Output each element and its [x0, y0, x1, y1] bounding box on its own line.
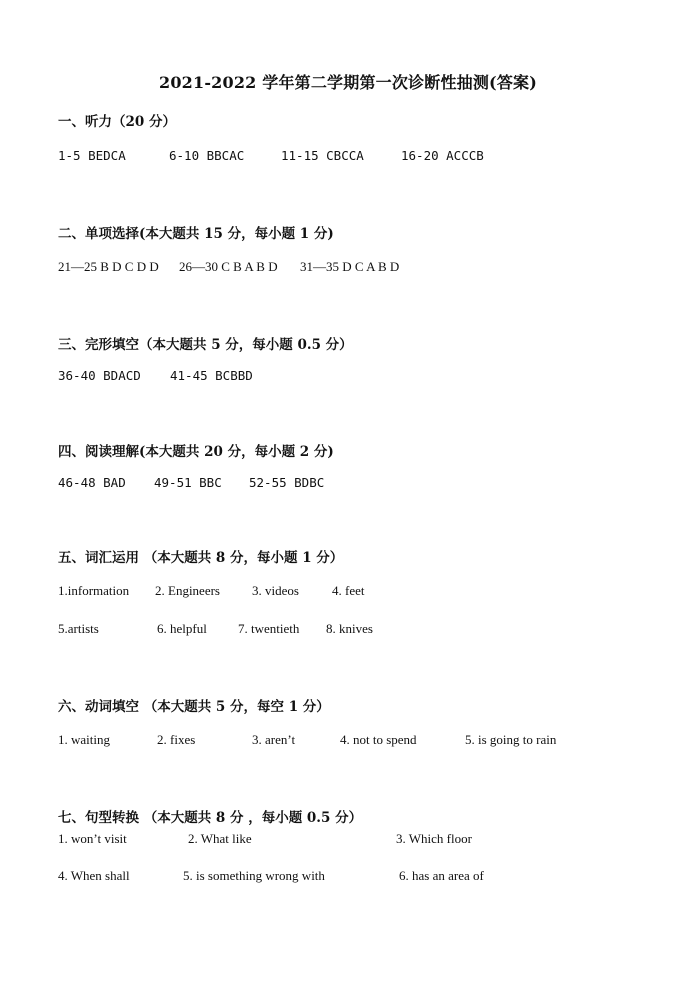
section-listening-heading: 一、听力（20 分） [58, 114, 176, 130]
answer-group: 21—25 B D C D D [58, 259, 159, 274]
answer-item: 6. helpful [157, 621, 207, 636]
answer-item: 4. feet [332, 583, 365, 598]
answer-group: 31—35 D C A B D [300, 259, 400, 274]
answer-item: 1. won’t visit [58, 831, 127, 846]
answer-item: 3. Which floor [396, 831, 472, 846]
answer-group: 1-5 BEDCA [58, 148, 126, 163]
answer-item: 2. Engineers [155, 583, 220, 598]
answer-group: 41-45 BCBBD [170, 368, 253, 383]
section-vocabulary-row-1 [0, 583, 696, 601]
answer-group: 49-51 BBC [154, 475, 222, 490]
section-cloze-heading: 三、完形填空（本大题共 5 分，每小题 0.5 分） [58, 337, 353, 353]
answer-group: 16-20 ACCCB [401, 148, 484, 163]
answer-item: 6. has an area of [399, 868, 484, 883]
answer-group: 26—30 C B A B D [179, 259, 278, 274]
answer-item: 3. videos [252, 583, 299, 598]
answer-item: 4. not to spend [340, 732, 417, 747]
answer-item: 8. knives [326, 621, 373, 636]
section-verb-fill-answers [0, 732, 696, 750]
section-cloze-answers [0, 368, 696, 386]
answer-group: 11-15 CBCCA [281, 148, 364, 163]
section-vocabulary-heading: 五、词汇运用 （本大题共 8 分，每小题 1 分） [58, 550, 344, 566]
answer-item: 5.artists [58, 621, 99, 636]
section-verb-fill-heading: 六、动词填空 （本大题共 5 分，每空 1 分） [58, 699, 330, 715]
section-single-choice-answers [0, 259, 696, 277]
document-title: 2021-2022 学年第二学期第一次诊断性抽测(答案) [158, 73, 537, 92]
answer-group: 46-48 BAD [58, 475, 126, 490]
answer-item: 5. is something wrong with [183, 868, 325, 883]
answer-group: 36-40 BDACD [58, 368, 141, 383]
section-single-choice-heading: 二、单项选择(本大题共 15 分，每小题 1 分) [58, 226, 334, 242]
section-reading-answers [0, 475, 696, 493]
answer-item: 1. waiting [58, 732, 110, 747]
section-sentence-transform-row-2 [0, 868, 696, 886]
section-sentence-transform-heading: 七、句型转换 （本大题共 8 分 ，每小题 0.5 分） [58, 810, 363, 826]
answer-item: 7. twentieth [238, 621, 300, 636]
answer-item: 3. aren’t [252, 732, 296, 747]
answer-item: 2. What like [188, 831, 252, 846]
answer-item: 5. is going to rain [465, 732, 557, 747]
section-sentence-transform-row-1 [0, 831, 696, 849]
answer-item: 4. When shall [58, 868, 130, 883]
answer-item: 1.information [58, 583, 130, 598]
section-listening-answers [0, 148, 696, 166]
answer-item: 2. fixes [157, 732, 196, 747]
section-vocabulary-row-2 [0, 621, 696, 639]
answer-group: 6-10 BBCAC [169, 148, 245, 163]
section-reading-heading: 四、阅读理解(本大题共 20 分，每小题 2 分) [58, 444, 334, 460]
answer-group: 52-55 BDBC [249, 475, 325, 490]
